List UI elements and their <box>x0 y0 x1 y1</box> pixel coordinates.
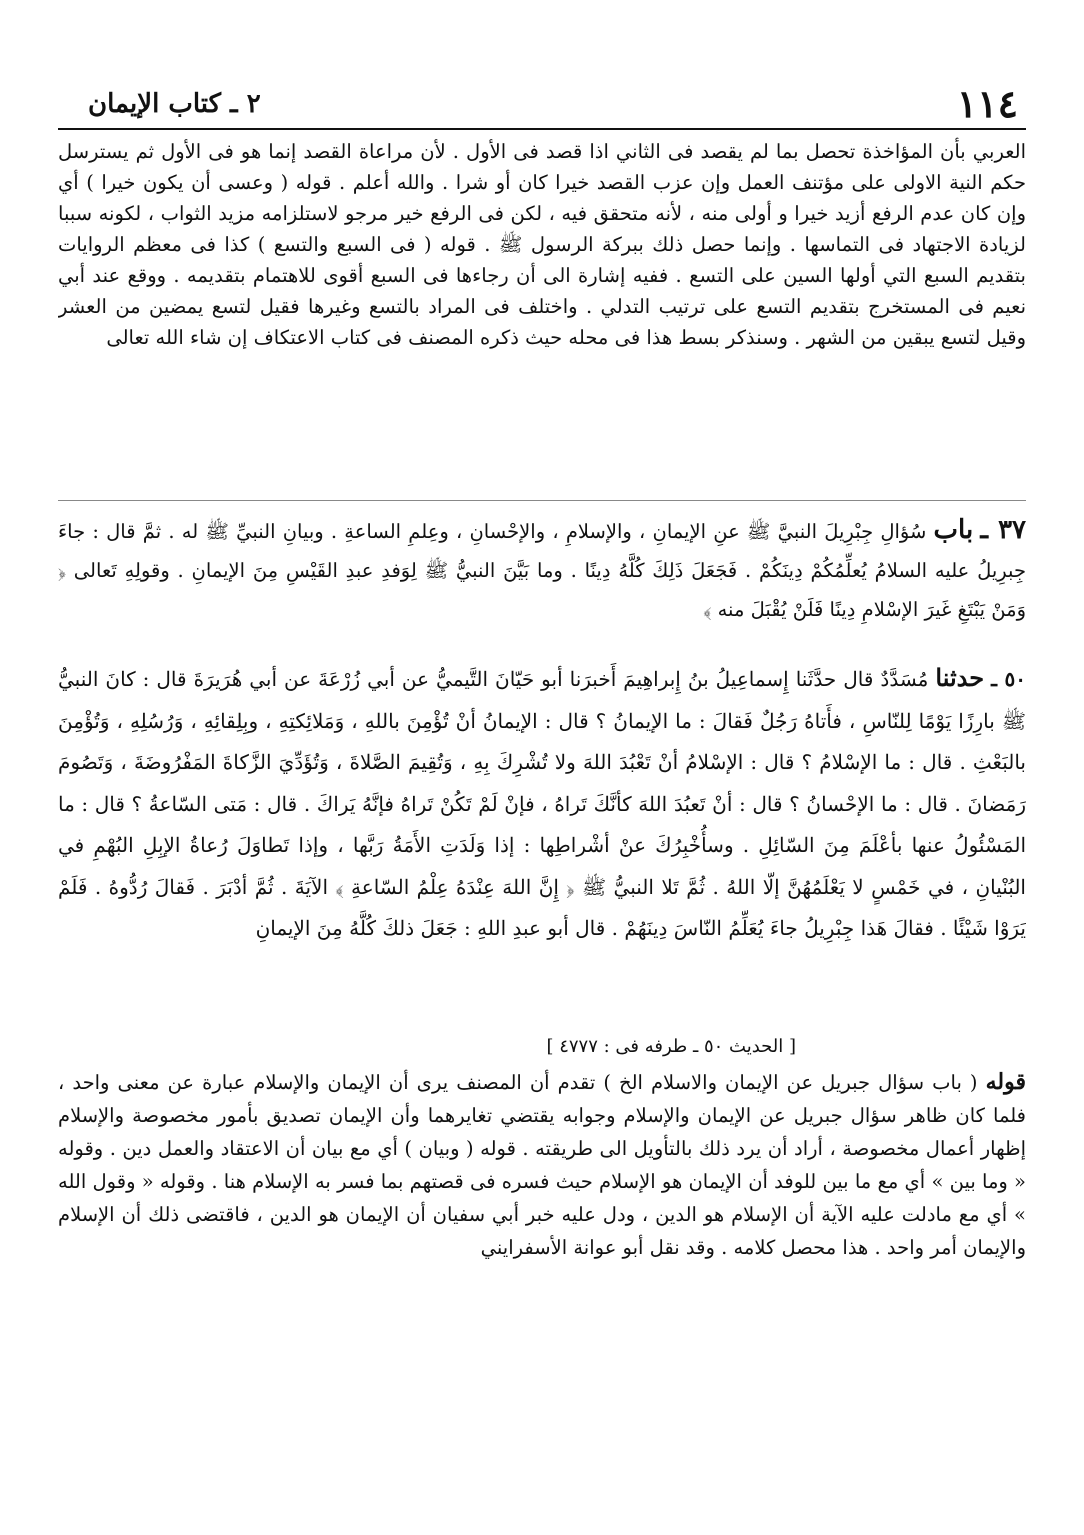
book-page <box>58 78 1026 1306</box>
commentary-paragraph <box>58 1066 1026 1264</box>
chapter-word: باب <box>933 515 974 545</box>
commentary-lead: قوله <box>985 1069 1026 1095</box>
running-title: ٢ ـ كتاب الإيمان <box>88 89 261 119</box>
top-commentary <box>58 136 1026 486</box>
commentary-text: ( باب سؤال جبريل عن الإيمان والاسلام الخ ) تقدم أن المصنف يرى أن الإيمان والإسلام عبارة عن معنى واحد ، فلما كان ظاهر سؤال جبريل عن الإيمان والإسلام وجوابه يقتضي تغايرهما وأن الإيمان تصديق بأمور مخصوصة والإسلام إظهار أعمال مخصوصة ، أراد أن يرد ذلك بالتأويل الى طريقته . قوله ( وبيان ) أي مع بيان أن الاعتقاد والعمل دين . وقوله « وما بين » أي مع ما بين للوفد أن الإيمان هو الإسلام حيث فسره فى قصتهم بما فسر به الإسلام هنا . وقوله « وقول الله » أي مع مادلت عليه الآية أن الإسلام هو الدين ، ودل عليه خبر أبي سفيان أن الإيمان هو الدين ، فاقتضى ذلك أن الإسلام والإيمان أمر واحد . هذا محصل كلامه . وقد نقل أبو عوانة الأسفرايني <box>58 1071 1026 1259</box>
chapter-heading <box>58 511 1026 647</box>
bottom-commentary <box>58 1066 1026 1306</box>
hadith-opening: حدثنا <box>935 663 985 692</box>
hadith-block <box>58 657 1026 1032</box>
chapter-paragraph <box>58 511 1026 629</box>
hadith-paragraph <box>58 657 1026 950</box>
hadith-number: ٥٠ ـ <box>991 667 1026 691</box>
chapter-text: سُؤالِ جِبْرِيلَ النبيَّ ﷺ عنِ الإيمانِ ، والإسلامِ ، والإحْسانِ ، وعِلمِ الساعةِ . وبيانِ النبيِّ ﷺ له . ثمَّ قال : جاءَ جِبرِيلُ عليه السلامُ يُعلِّمُكُمْ دِينَكُمْ . فَجَعَلَ ذَلِكَ كُلَّهُ دِينًا . وما بَيَّنَ النبيُّ ﷺ لِوَفدِ عبدِ القَيْسِ مِنَ الإيمانِ . وقولِهِ تَعالى ﴿ وَمَنْ يَبْتَغِ غَيرَ الإسْلامِ دِينًا فَلَنْ يُقْبَلَ منه ﴾ <box>58 520 1026 621</box>
section-divider <box>58 500 1026 501</box>
page-number: ١١٤ <box>956 81 1018 126</box>
hadith-text: مُسَدَّدٌ قال حدَّثَنا إِسماعِيلُ بنُ إِبراهِيمَ أَخبرَنا أبو حَيّانَ التَّيميُّ عن أبي زُرْعَةَ عن أبي هُرَيرَةَ قال : كانَ النبيُّ ﷺ بارِزًا يَوْمًا لِلنّاسِ ، فأَتاهُ رَجُلٌ فَقالَ : ما الإيمانُ ؟ قال : الإيمانُ أنْ تُؤْمِنَ باللهِ ، وَمَلائِكتِهِ ، وبِلِقائِهِ ، وَرُسُلِهِ ، وَتُؤْمِنَ بالبَعْثِ . قال : ما الإسْلامُ ؟ قال : الإسْلامُ أنْ تَعْبُدَ اللهَ ولا تُشْرِكَ بِهِ ، وَتُقِيمَ الصَّلاةَ ، وَتُؤَدِّيَ الزَّكاةَ المَفْرُوضَةَ ، وَتَصُومَ رَمَضانَ . قال : ما الإحْسانُ ؟ قال : أنْ تَعبُدَ اللهَ كأنَّكَ تَراهُ ، فإنْ لَمْ تَكُنْ تَراهُ فإنَّهُ يَراكَ . قال : مَتى السّاعةُ ؟ قال : ما المَسْئُولُ عنها بأعْلَمَ مِنَ السّائِلِ . وسأُخْبِرُكَ عنْ أشْراطِها : إذا وَلَدَتِ الأَمَةُ رَبَّها ، وإذا تَطاوَلَ رُعاةُ الإبِلِ البُهْمِ في البُنْيانِ ، في خَمْسٍ لا يَعْلَمُهُنَّ إلّا اللهُ . ثُمَّ تَلا النبيُّ ﷺ ﴿ إِنَّ اللهَ عِنْدَهُ عِلْمُ السّاعةِ ﴾ الآيَةَ . ثُمَّ أدْبَرَ . فَقالَ رُدُّوهُ . فَلَمْ يَرَوْا شَيْئًا . فقالَ هَذا جِبْرِيلُ جاءَ يُعَلِّمُ النّاسَ دِينَهُمْ . قال أبو عبدِ اللهِ : جَعَلَ ذلكَ كُلَّهُ مِنَ الإيمانِ <box>58 667 1026 940</box>
page-header <box>58 78 1026 130</box>
hadith-reference: [ الحديث ٥٠ ـ طرفه فى : ٤٧٧٧ ] <box>546 1036 796 1057</box>
commentary-paragraph: العربي بأن المؤاخذة تحصل بما لم يقصد فى الثاني اذا قصد فى الأول . لأن مراعاة القصد إنما هو فى الأول ثم يسترسل حكم النية الاولى على مؤتنف العمل وإن عزب القصد خيرا كان أو شرا . والله أعلم . قوله ( وعسى أن يكون خيرا ) أي وإن كان عدم الرفع أزيد خيرا و أولى منه ، لأنه متحقق فيه ، لكن فى الرفع خير مرجو لاستلزامه مزيد الثواب ، لكونه سببا لزيادة الاجتهاد فى التماسها . وإنما حصل ذلك ببركة الرسول ﷺ . قوله ( فى السبع والتسع ) كذا فى معظم الروايات بتقديم السبع التي أولها السين على التسع . ففيه إشارة الى أن رجاءها فى السبع أقوى للاهتمام بتقديمه . ووقع عند أبي نعيم فى المستخرج بتقديم التسع على ترتيب التدلي . واختلف فى المراد بالتسع وغيرها فقيل لتسع يمضين من العشر وقيل لتسع يبقين من الشهر . وسنذكر بسط هذا فى محله حيث ذكره المصنف فى كتاب الاعتكاف إن شاء الله تعالى <box>58 140 1026 349</box>
chapter-number: ٣٧ ـ <box>980 515 1026 545</box>
